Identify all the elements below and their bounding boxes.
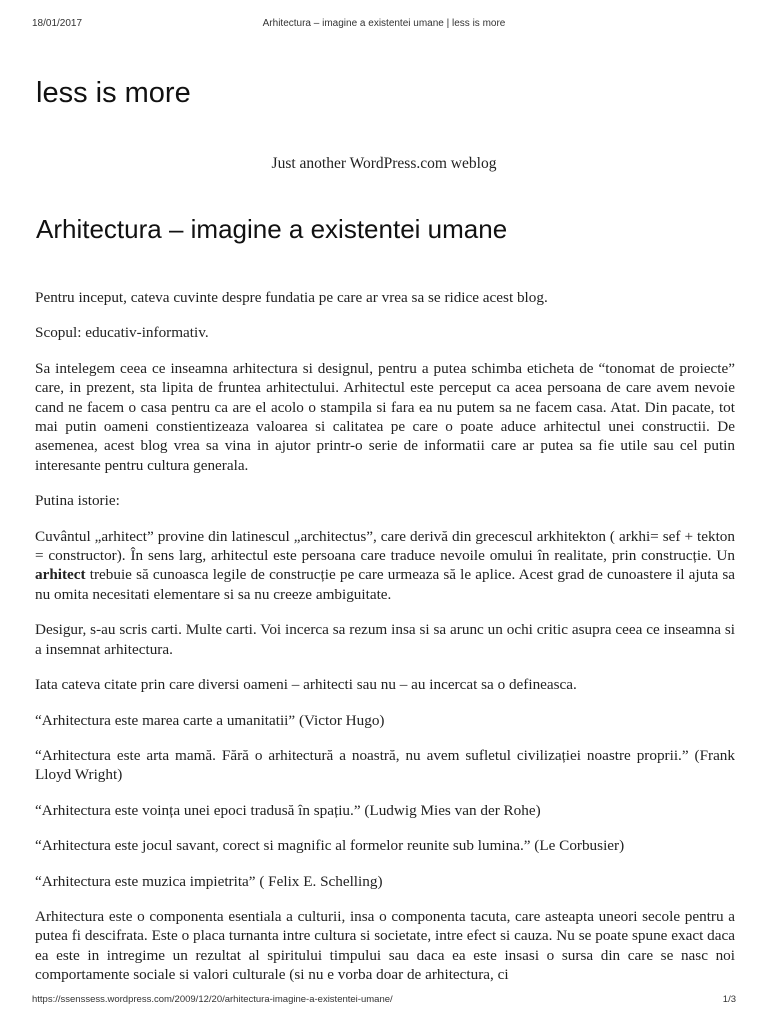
paragraph-culture: Arhitectura este o componenta esentiala a culturii, insa o componenta tacuta, care asteapta uneori secole pentru a putea fi descifrata. Este o placa turnanta intre cultura si societate, intre efect si cauza. Nu se poate spune exact daca ea este in intregime un rezultat al spiritului timpului sau daca ea este insasi o sursa din care se nasc noi comportamente sociale si valori culturale (si nu e vorba doar de arhitectura, ci [35, 907, 735, 984]
site-tagline: Just another WordPress.com weblog [271, 155, 497, 172]
print-document-title: Arhitectura – imagine a existentei umane | less is more [262, 18, 506, 29]
print-date: 18/01/2017 [32, 18, 83, 29]
paragraph-intro: Pentru inceput, cateva cuvinte despre fundatia pe care ar vrea sa se ridice acest blog. [35, 289, 548, 306]
quote-mies-van-der-rohe: “Arhitectura este voința unei epoci tradusă în spațiu.” (Ludwig Mies van der Rohe) [35, 801, 541, 819]
print-url[interactable]: https://ssenssess.wordpress.com/2009/12/20/arhitectura-imagine-a-existentei-umane/ [32, 994, 393, 1005]
paragraph-quotes-intro: Iata cateva citate prin care diversi oameni – arhitecti sau nu – au incercat sa o defineasca. [35, 676, 577, 694]
site-title[interactable]: less is more [36, 77, 191, 109]
paragraph-etymology [35, 527, 735, 605]
print-footer [32, 994, 736, 1008]
quote-le-corbusier: “Arhitectura este jocul savant, corect si magnific al formelor reunite sub lumina.” (Le Corbusier) [35, 837, 625, 855]
quote-victor-hugo: “Arhitectura este marea carte a umanitatii” (Victor Hugo) [35, 711, 385, 729]
etymology-text-end: trebuie să cunoasca legile de construcție pe care urmeaza să le aplice. Acest grad de cunoastere il ajuta sa nu omita necesitati elementare si sa nu creeze ambiguitate. [35, 566, 735, 603]
quote-schelling: “Arhitectura este muzica impietrita” ( Felix E. Schelling) [35, 872, 383, 890]
print-header [32, 18, 736, 32]
paragraph-books: Desigur, s-au scris carti. Multe carti. Voi incerca sa rezum insa si sa arunc un ochi critic asupra ceea ce inseamna si a insemnat arhitectura. [35, 621, 735, 658]
etymology-bold-term: arhitect [35, 566, 86, 584]
page-number: 1/3 [722, 994, 736, 1005]
paragraph-history-heading: Putina istorie: [35, 492, 120, 510]
quote-frank-lloyd-wright: “Arhitectura este arta mamă. Fără o arhitectură a noastră, nu avem sufletul civilizației noastre proprii.” (Frank Lloyd Wright) [35, 746, 735, 784]
post-content [35, 288, 735, 985]
paragraph-understanding: Sa intelegem ceea ce inseamna arhitectura si designul, pentru a putea schimba eticheta de “tonomat de proiecte” care, in prezent, sta lipita de fruntea arhitectului. Arhitectul este perceput ca acea persoana de care avem nevoie cand ne facem o casa pentru ca are el acolo o stampila si fara ea nu putem sa ne facem casa. Atat. Din pacate, tot mai putin oameni constientizeaza valoarea si calitatea pe care o poate aduce arhitectul unei constructii. De asemenea, acest blog vrea sa vina in ajutor printr-o serie de informatii care ar putea sa fie utile sau cel putin interesante pentru cultura generala. [35, 359, 735, 474]
paragraph-purpose: Scopul: educativ-informativ. [35, 324, 209, 342]
etymology-text-start: Cuvântul „arhitect” provine din latinescul „architectus”, care derivă din grecescul arkhitekton ( arkhi= sef + tekton = constructor). În sens larg, arhitectul este persoana care traduce nevoile omului în realitate, prin construcție. Un [35, 527, 735, 565]
post-title[interactable]: Arhitectura – imagine a existentei umane [36, 214, 508, 244]
